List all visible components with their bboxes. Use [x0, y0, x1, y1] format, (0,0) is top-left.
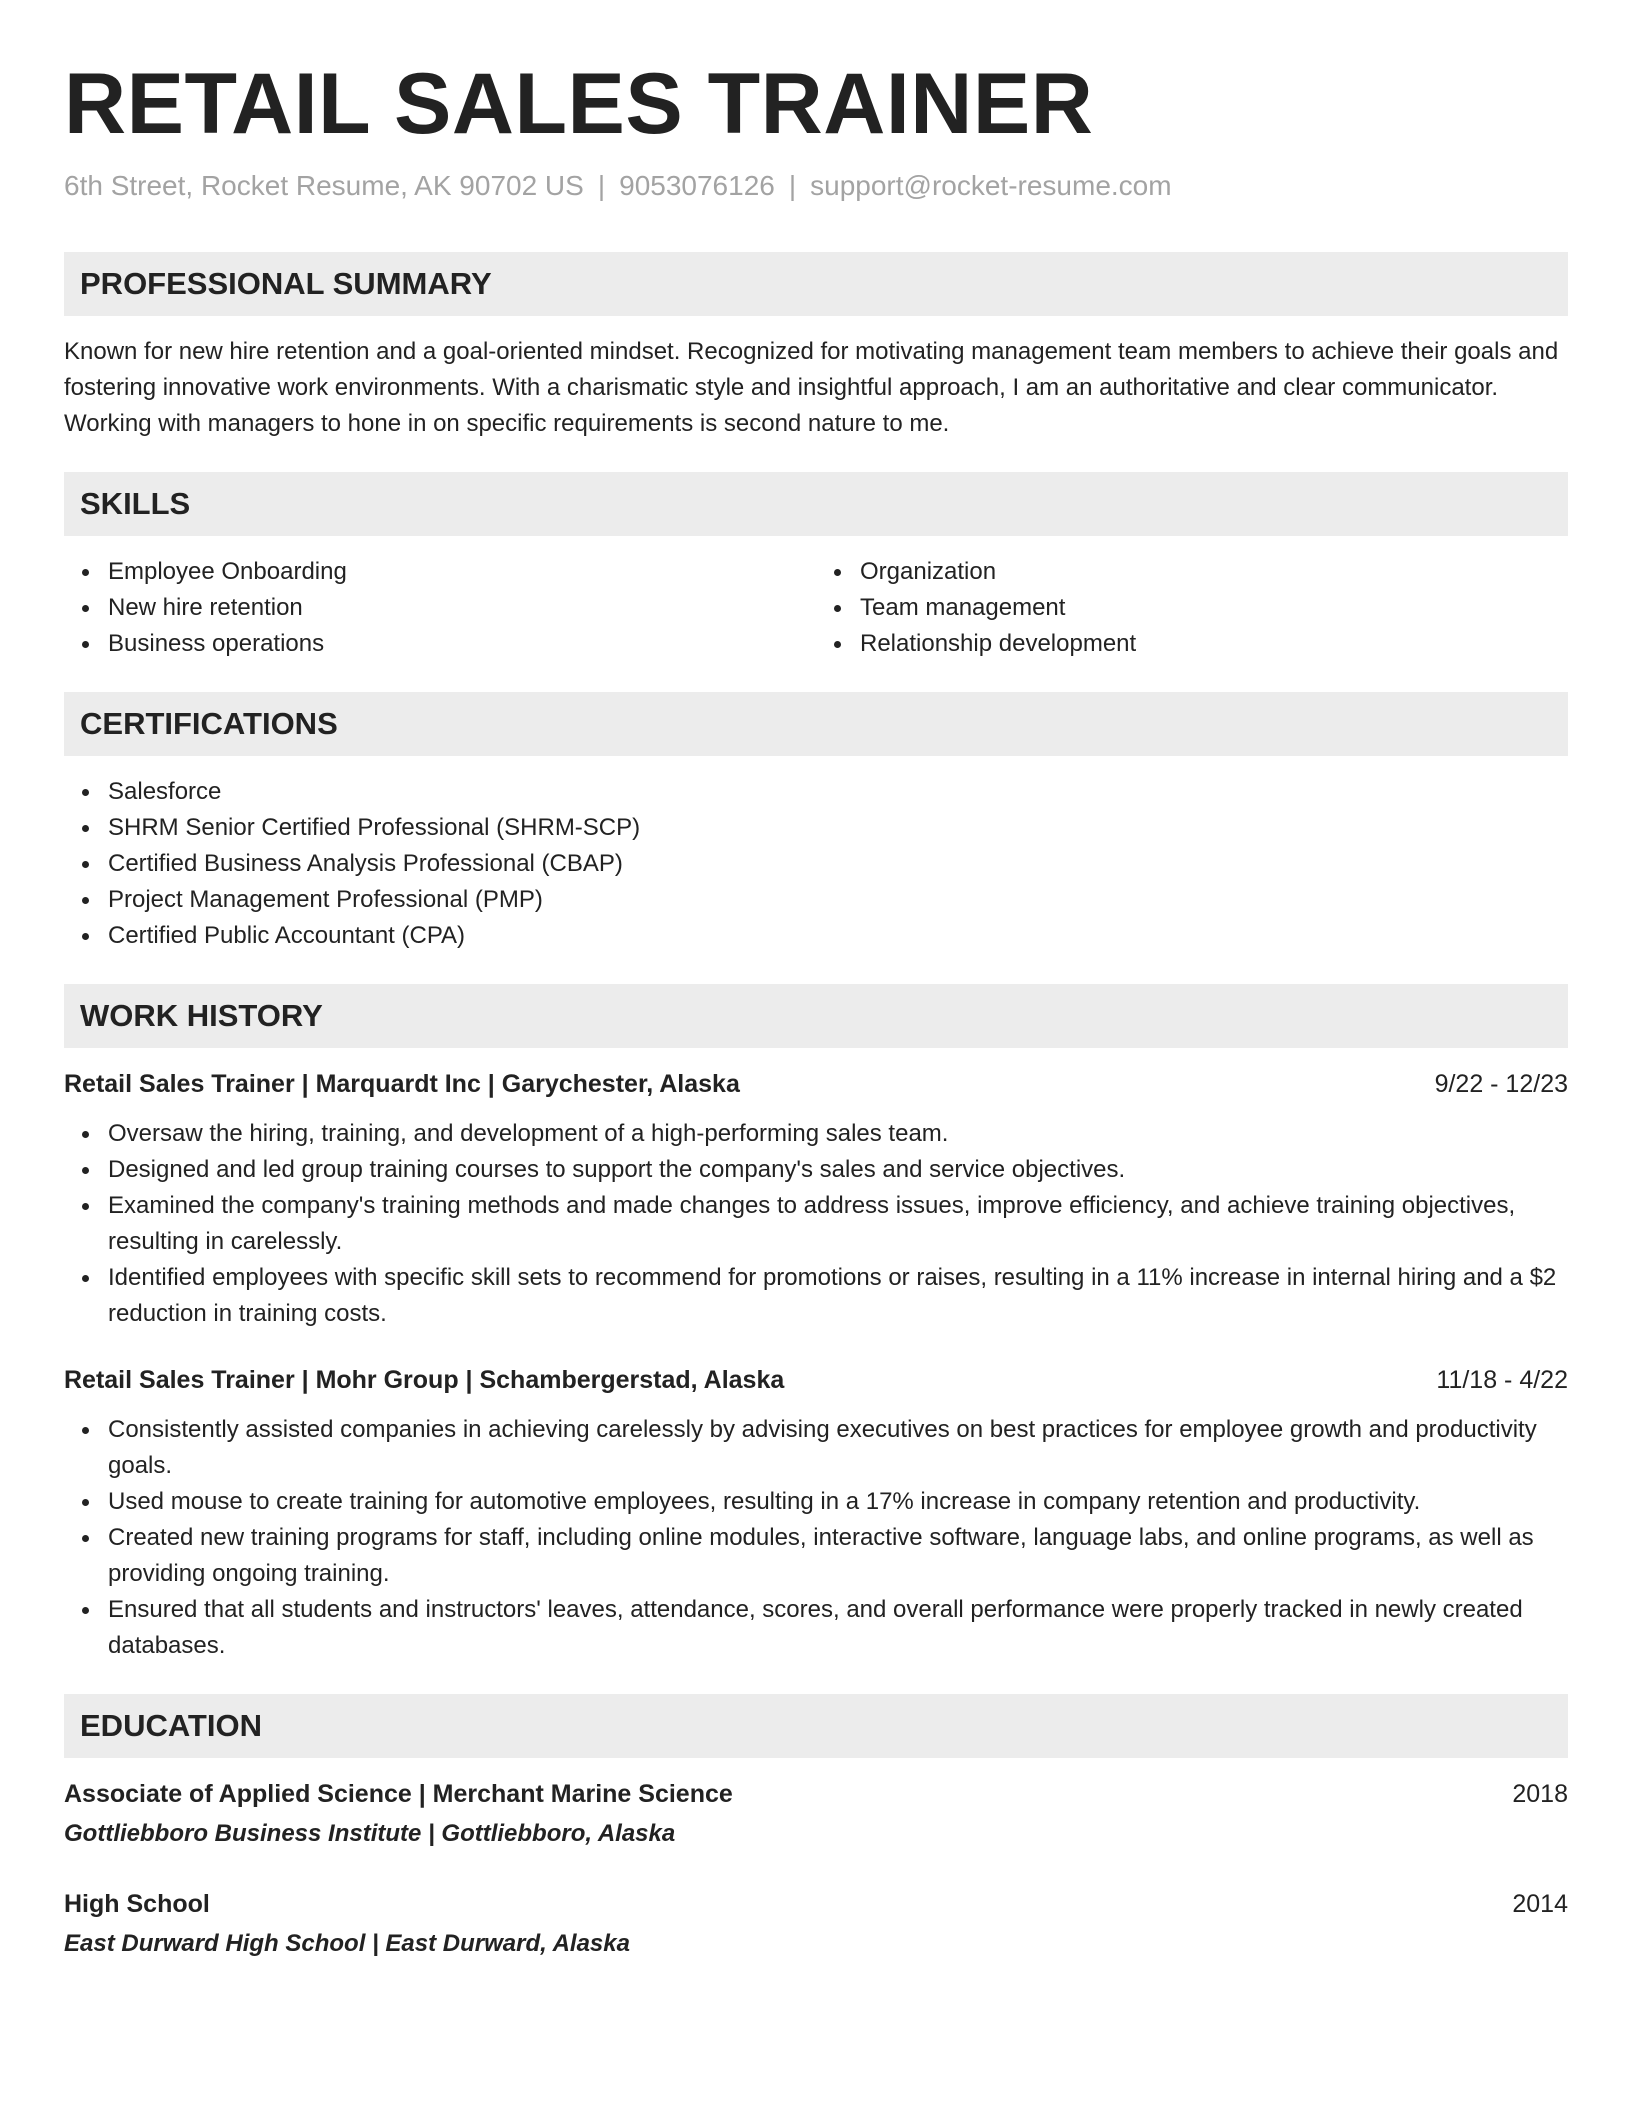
section-header: EDUCATION — [64, 1694, 1568, 1758]
job-entry — [64, 1362, 1568, 1664]
job-bullets — [64, 1116, 1568, 1332]
certifications-section — [64, 692, 1568, 954]
job-bullet: Oversaw the hiring, training, and development of a high-performing sales team. — [64, 1116, 1568, 1152]
contact-line — [64, 168, 1568, 204]
graduation-year: 2018 — [1512, 1780, 1568, 1808]
job-bullet: Identified employees with specific skill sets to recommend for promotions or raises, resulting in a 11% increase in internal hiring and a $2 reduction in training costs. — [64, 1260, 1568, 1332]
education-entry — [64, 1776, 1568, 1852]
skill-item: New hire retention — [64, 590, 816, 626]
summary-section — [64, 252, 1568, 442]
skills-list-right — [816, 554, 1568, 662]
degree-title: High School — [64, 1890, 210, 1918]
certification-item: Certified Public Accountant (CPA) — [64, 918, 1568, 954]
skill-item: Relationship development — [816, 626, 1568, 662]
education-entry — [64, 1886, 1568, 1962]
job-bullet: Created new training programs for staff, including online modules, interactive software, language labs, and online programs, as well as providing ongoing training. — [64, 1520, 1568, 1592]
contact-email: support@rocket-resume.com — [810, 170, 1172, 201]
certification-item: Project Management Professional (PMP) — [64, 882, 1568, 918]
job-bullet: Examined the company's training methods and made changes to address issues, improve efficiency, and achieve training objectives, resulting in carelessly. — [64, 1188, 1568, 1260]
education-section — [64, 1694, 1568, 1962]
job-bullet: Designed and led group training courses to support the company's sales and service objectives. — [64, 1152, 1568, 1188]
job-heading: Retail Sales Trainer | Marquardt Inc | Garychester, Alaska — [64, 1070, 740, 1098]
candidate-name: RETAIL SALES TRAINER — [64, 56, 1094, 152]
section-header: SKILLS — [64, 472, 1568, 536]
skill-item: Business operations — [64, 626, 816, 662]
job-bullet: Ensured that all students and instructors' leaves, attendance, scores, and overall performance were properly tracked in newly created databases. — [64, 1592, 1568, 1664]
job-bullets — [64, 1412, 1568, 1664]
skills-grid — [64, 554, 1568, 662]
certification-item: SHRM Senior Certified Professional (SHRM-SCP) — [64, 810, 1568, 846]
certifications-list — [64, 774, 1568, 954]
section-header: PROFESSIONAL SUMMARY — [64, 252, 1568, 316]
job-bullet: Consistently assisted companies in achieving carelessly by advising executives on best practices for employee growth and productivity goals. — [64, 1412, 1568, 1484]
contact-separator: | — [788, 170, 797, 201]
graduation-year: 2014 — [1512, 1890, 1568, 1918]
school-name: East Durward High School | East Durward, Alaska — [64, 1930, 630, 1957]
contact-phone: 9053076126 — [619, 170, 775, 201]
job-dates: 11/18 - 4/22 — [1436, 1366, 1568, 1394]
job-dates: 9/22 - 12/23 — [1434, 1070, 1568, 1098]
job-heading: Retail Sales Trainer | Mohr Group | Schambergerstad, Alaska — [64, 1366, 785, 1394]
certification-item: Salesforce — [64, 774, 1568, 810]
skill-item: Employee Onboarding — [64, 554, 816, 590]
contact-address: 6th Street, Rocket Resume, AK 90702 US — [64, 170, 584, 201]
degree-title: Associate of Applied Science | Merchant Marine Science — [64, 1780, 733, 1808]
contact-separator: | — [597, 170, 606, 201]
section-header: WORK HISTORY — [64, 984, 1568, 1048]
skills-list-left — [64, 554, 816, 662]
skill-item: Organization — [816, 554, 1568, 590]
summary-text: Known for new hire retention and a goal-oriented mindset. Recognized for motivating management team members to achieve their goals and fostering innovative work environments. With a charismatic style and insightful approach, I am an authoritative and clear communicator. Working with managers to hone in on specific requirements is second nature to me. — [64, 338, 1559, 437]
certification-item: Certified Business Analysis Professional (CBAP) — [64, 846, 1568, 882]
skill-item: Team management — [816, 590, 1568, 626]
skills-section — [64, 472, 1568, 662]
job-bullet: Used mouse to create training for automotive employees, resulting in a 17% increase in company retention and productivity. — [64, 1484, 1568, 1520]
school-name: Gottliebboro Business Institute | Gottliebboro, Alaska — [64, 1820, 676, 1847]
job-entry — [64, 1066, 1568, 1332]
work-history-section — [64, 984, 1568, 1664]
section-header: CERTIFICATIONS — [64, 692, 1568, 756]
